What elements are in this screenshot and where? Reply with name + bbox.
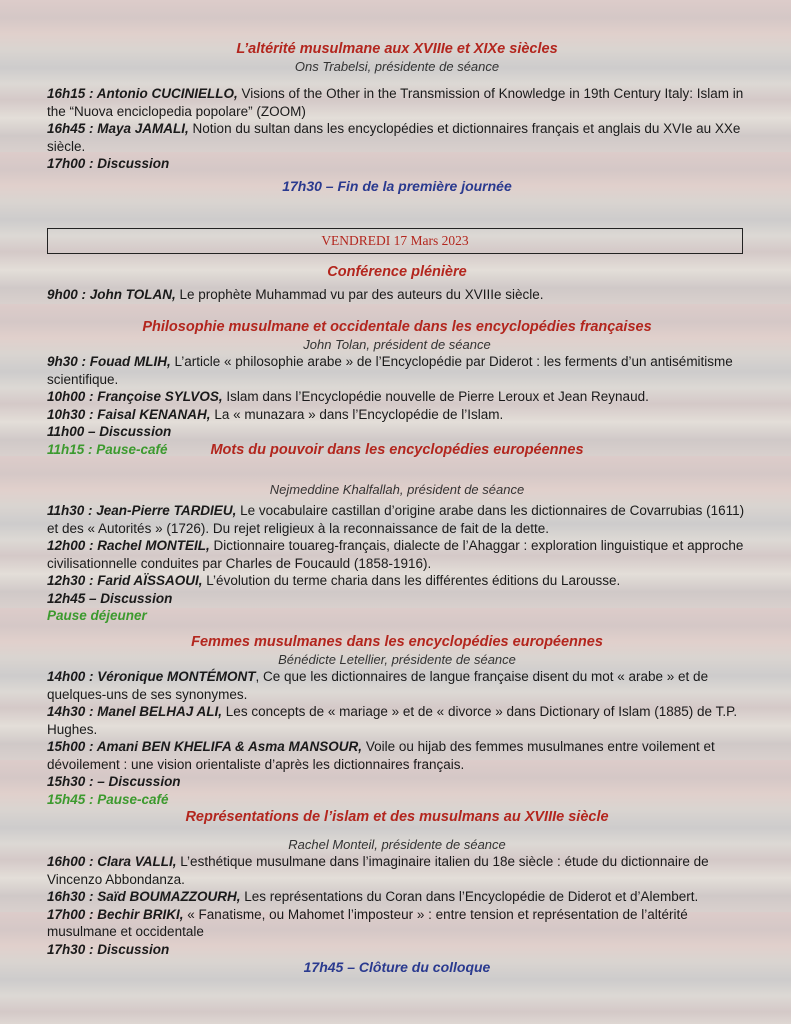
program-item: 10h00 : Françoise SYLVOS, Islam dans l’Encyclopédie nouvelle de Pierre Leroux et Jean Reynaud. [47,389,649,404]
session-chair: Ons Trabelsi, présidente de séance [294,59,500,74]
session-chair: Rachel Monteil, présidente de séance [288,837,506,852]
program-item: 12h30 : Farid AÏSSAOUI, L’évolution du terme charia dans les différentes éditions du Larousse. [47,573,621,588]
session-chair: Bénédicte Letellier, présidente de séance [278,652,516,667]
coffee-break: 15h45 : Pause-café [47,791,169,807]
session-title: Mots du pouvoir dans les encyclopédies européennes [210,441,584,458]
session-representations [47,836,747,976]
session-title: Philosophie musulmane et occidentale dans les encyclopédies françaises [142,319,652,335]
program-item: 15h00 : Amani BEN KHELIFA & Asma MANSOUR, Voile ou hijab des femmes musulmanes entre voilement et dévoilement : une vision orientaliste d’après les dictionnaires français. [47,739,715,772]
session-chair: Nejmeddine Khalfallah, président de séance [269,482,525,497]
program-item: 14h30 : Manel BELHAJ ALI, Les concepts de « mariage » et de « divorce » dans Dictionary of Islam (1885) de T.P. Hughes. [47,704,738,737]
session-pouvoir [47,481,747,624]
program-item: 12h00 : Rachel MONTEIL, Dictionnaire touareg-français, dialecte de l’Ahaggar : exploration linguistique et approche civilisationnelle conduites par Charles de Foucauld (1858-1916). [47,538,744,571]
session-title: Conférence plénière [327,264,467,280]
closing: 17h45 – Clôture du colloque [303,959,491,975]
day-end: 17h30 – Fin de la première journée [282,177,512,194]
program-item: 14h00 : Véronique MONTÉMONT, Ce que les dictionnaires de langue française disent du mot « arabe » et de quelques-uns de ses synonymes. [47,669,709,702]
program-item: 9h00 : John TOLAN, Le prophète Muhammad vu par des auteurs du XVIIIe siècle. [47,287,544,302]
program-item: 10h30 : Faisal KENANAH, La « munazara » dans l’Encyclopédie de l’Islam. [47,406,504,422]
coffee-break: 11h15 : Pause-café [47,441,168,457]
program-item: 16h15 : Antonio CUCINIELLO, Visions of the Other in the Transmission of Knowledge in 19th Century Italy: Islam in the “Nuova enciclopedia popolare” (ZOOM) [47,86,744,119]
program-item: 11h30 : Jean-Pierre TARDIEU, Le vocabulaire castillan d’origine arabe dans les dictionnaires de Covarrubias (1611) et des « Autorités » (1726). Du rejet religieux à la reconnaissance de fait de la dette. [47,503,745,536]
session-alterite [47,40,747,195]
discussion: 11h00 – Discussion [47,424,172,439]
program-item: 16h00 : Clara VALLI, L’esthétique musulmane dans l’imaginaire italien du 18e siècle : étude du dictionnaire de Vincenzo Abbondanza. [47,854,709,887]
discussion: 12h45 – Discussion [47,590,173,606]
lunch-break: Pause déjeuner [47,608,147,623]
session-title: L’altérité musulmane aux XVIIIe et XIXe siècles [236,41,558,57]
session-plenary [47,263,747,304]
discussion: 17h30 : Discussion [47,941,170,957]
session-title: Femmes musulmanes dans les encyclopédies européennes [191,634,603,650]
discussion: 17h00 : Discussion [47,156,170,171]
session-femmes [47,633,747,826]
session-chair: John Tolan, président de séance [303,337,491,352]
program-item: 16h45 : Maya JAMALI, Notion du sultan dans les encyclopédies et dictionnaires français et anglais du XVIe au XXe siècle. [47,121,741,154]
program-item: 9h30 : Fouad MLIH, L’article « philosophie arabe » de l’Encyclopédie par Diderot : les ferments d’un antisémitisme scientifique. [47,354,733,387]
day-heading: VENDREDI 17 Mars 2023 [47,228,743,254]
session-title: Représentations de l’islam et des musulmans au XVIIIe siècle [185,808,609,825]
discussion: 15h30 : – Discussion [47,774,181,789]
session-philosophie [47,318,747,459]
program-item: 17h00 : Bechir BRIKI, « Fanatisme, ou Mahomet l’imposteur » : entre tension et représentation de l’altérité musulmane et occidentale [47,906,688,939]
program-item: 16h30 : Saïd BOUMAZZOURH, Les représentations du Coran dans l’Encyclopédie de Diderot et d’Alembert. [47,889,699,904]
